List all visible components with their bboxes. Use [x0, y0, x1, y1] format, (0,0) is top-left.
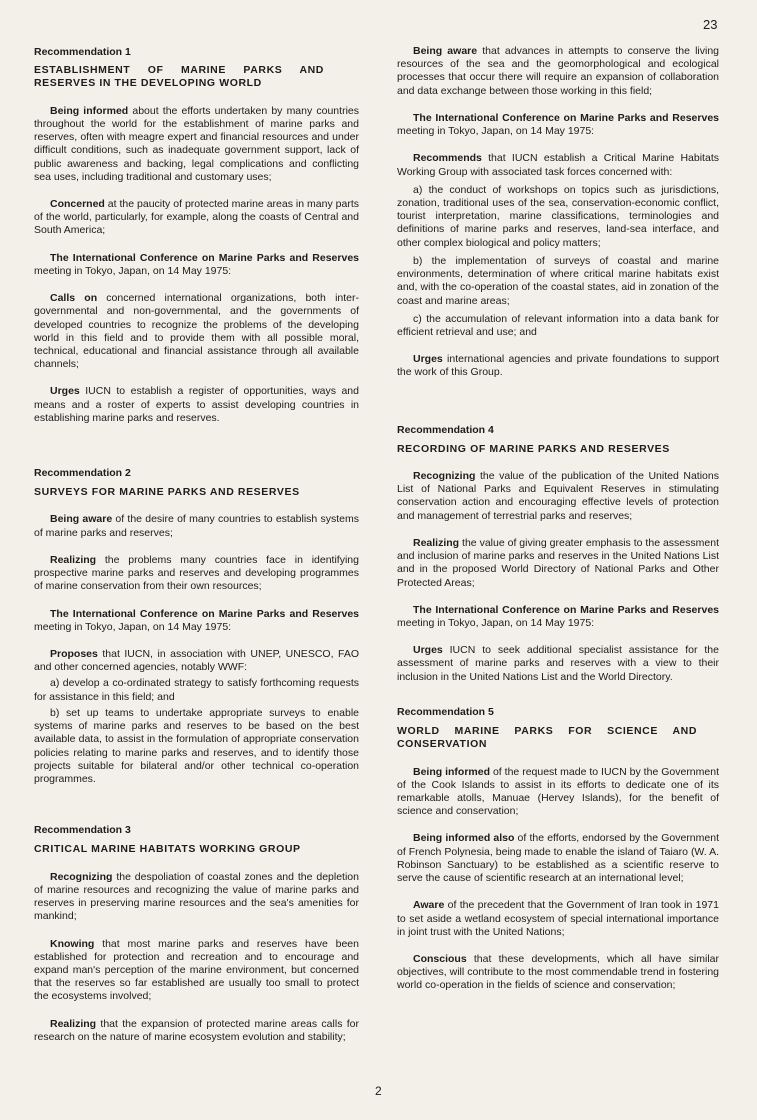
recommendation-title: RECORDING OF MARINE PARKS AND RESERVES — [397, 442, 670, 455]
paragraph: Proposes that IUCN, in association with UNEP, UNESCO, FAO and other concerned agencies, notably WWF: — [34, 648, 359, 674]
paragraph: Urges international agencies and private foundations to support the work of this Group. — [397, 353, 719, 379]
paragraph: Being informed about the efforts undertaken by many countries throughout the world for the establishment of marine parks and reserves, often with meagre expert and financial resources and under difficult conditions, such as inadequate government support, lack of public awareness and backing, legal complications and conflicting sea uses, including traditional and customary uses; — [34, 104, 359, 183]
paragraph: Being informed also of the efforts, endorsed by the Government of French Polynesia, being made to enable the island of Taiaro (W. A. Robinson Sanctuary) to be established as a scientific reserve to serve the cause of scientific research at an international level; — [397, 832, 719, 885]
paragraph: The International Conference on Marine Parks and Reserves meeting in Tokyo, Japan, on 14 May 1975: — [34, 251, 359, 277]
recommendation-title: SURVEYS FOR MARINE PARKS AND RESERVES — [34, 486, 300, 499]
paragraph: Aware of the precedent that the Government of Iran took in 1971 to set aside a wetland ecosystem of special international importance in joint trust with the United Nations; — [397, 899, 719, 938]
paragraph: Recognizing the despoliation of coastal zones and the depletion of marine resources and recognizing the value of marine parks and reserves in preserving marine resources and the sea's amenities for mankind; — [34, 870, 359, 923]
paragraph-item-b: b) the implementation of surveys of coastal and marine environments, determination of where critical marine habitats exist and, with the co-operation of the coastal states, aid in zonation of the coast and marine areas; — [397, 254, 719, 307]
recommendation-label: Recommendation 1 — [34, 46, 131, 58]
paragraph: Realizing the value of giving greater emphasis to the assessment and inclusion of marine parks and reserves in the United Nations List and in the proposed World Directory of National Parks and Other Protected Areas; — [397, 536, 719, 589]
paragraph: Conscious that these developments, which all have similar objectives, will contribute to the most commendable trend in fostering world co-operation in the fields of science and conservation; — [397, 952, 719, 992]
recommendation-label: Recommendation 4 — [397, 423, 494, 436]
right-column — [397, 45, 719, 993]
recommendation-label: Recommendation 3 — [34, 824, 131, 837]
paragraph-item-c: c) the accumulation of relevant information into a data bank for efficient retrieval and use; and — [397, 312, 719, 338]
page-number-top: 23 — [703, 17, 718, 32]
paragraph: Being aware that advances in attempts to conserve the living resources of the sea and the geomorphological and ecological processes that occur there will require an expansion of collaboration and data exchange between those working in this field; — [397, 45, 720, 97]
recommendation-3-continued — [397, 45, 719, 380]
paragraph: Being aware of the desire of many countries to establish systems of marine parks and reserves; — [34, 513, 360, 539]
recommendation-title: WORLD MARINE PARKS FOR SCIENCE AND CONSERVATION — [397, 725, 697, 751]
recommendation-1 — [34, 46, 359, 425]
recommendation-5 — [397, 706, 719, 993]
recommendation-label: Recommendation 5 — [397, 705, 494, 718]
paragraph: Recommends that IUCN establish a Critical Marine Habitats Working Group with associated task forces concerned with: — [397, 152, 719, 178]
paragraph: Being informed of the request made to IUCN by the Government of the Cook Islands to assist in its efforts to dedicate one of its remarkable atolls, Manuae (Hervey Islands), for the benefit of science and conservation; — [397, 765, 719, 818]
paragraph: Urges IUCN to establish a register of opportunities, ways and means and a roster of experts to assist developing countries in establishing marine parks and reserves. — [34, 385, 359, 424]
paragraph: Urges IUCN to seek additional specialist assistance for the assessment of marine parks and reserves with a view to their inclusion in the United Nations List and the World Directory. — [397, 644, 719, 683]
paragraph: Concerned at the paucity of protected marine areas in many parts of the world, particularly, for example, along the coasts of Central and South America; — [34, 197, 359, 237]
paragraph-item-a: a) develop a co-ordinated strategy to satisfy forthcoming requests for assistance in this field; and — [34, 677, 359, 703]
left-column — [34, 46, 359, 1044]
recommendation-label: Recommendation 2 — [34, 467, 131, 480]
paragraph: Recognizing the value of the publication of the United Nations List of National Parks and Equivalent Reserves in stimulating conservation action and encouraging effective levels of protection and management of terrestrial parks and reserves; — [397, 470, 719, 522]
paragraph: Realizing that the expansion of protected marine areas calls for research on the nature of marine ecosystem evolution and stability; — [34, 1017, 359, 1043]
recommendation-title: CRITICAL MARINE HABITATS WORKING GROUP — [34, 843, 301, 856]
recommendation-4 — [397, 424, 719, 684]
recommendation-3 — [34, 824, 359, 1044]
page-number-bottom: 2 — [375, 1084, 382, 1098]
paragraph: Knowing that most marine parks and reserves have been established for protection and recreation and to encourage and expand man's perception of the marine environment, but concerned that the reserves so far established are usually too small to protect the ecosystems involved; — [34, 937, 359, 1003]
recommendation-2 — [34, 467, 359, 786]
paragraph: Calls on concerned international organizations, both inter-governmental and non-governmental, and the governments of developed countries to recognize the problems of the developing world in this field and to provide them with all possible moral, technical, educational and financial assistance through all available channels; — [34, 292, 359, 371]
paragraph: The International Conference on Marine Parks and Reserves meeting in Tokyo, Japan, on 14 May 1975: — [34, 607, 359, 633]
paragraph: Realizing the problems many countries face in identifying prospective marine parks and reserves and developing programmes of marine conservation from their own resources; — [34, 553, 359, 593]
recommendation-title: ESTABLISHMENT OF MARINE PARKS AND RESERVES IN THE DEVELOPING WORLD — [34, 64, 324, 90]
paragraph-item-b: b) set up teams to undertake appropriate surveys to enable systems of marine parks and reserves to be based on the best available data, to assist in the formulation of appropriate conservation policies relating to marine parks and reserves, and to identify those projects suitable for bilateral and/or other technical co-operation programmes. — [34, 706, 359, 785]
paragraph-item-a: a) the conduct of workshops on topics such as jurisdictions, zonation, traditional uses of the sea, conservation-economic conflict, tourist interpretation, marine classifications, terminologies and definitions of marine parks and reserves, land-sea interface, and other complex biological and policy matters; — [397, 183, 719, 249]
paragraph: The International Conference on Marine Parks and Reserves meeting in Tokyo, Japan, on 14 May 1975: — [397, 111, 719, 138]
paragraph: The International Conference on Marine Parks and Reserves meeting in Tokyo, Japan, on 14 May 1975: — [397, 603, 719, 629]
